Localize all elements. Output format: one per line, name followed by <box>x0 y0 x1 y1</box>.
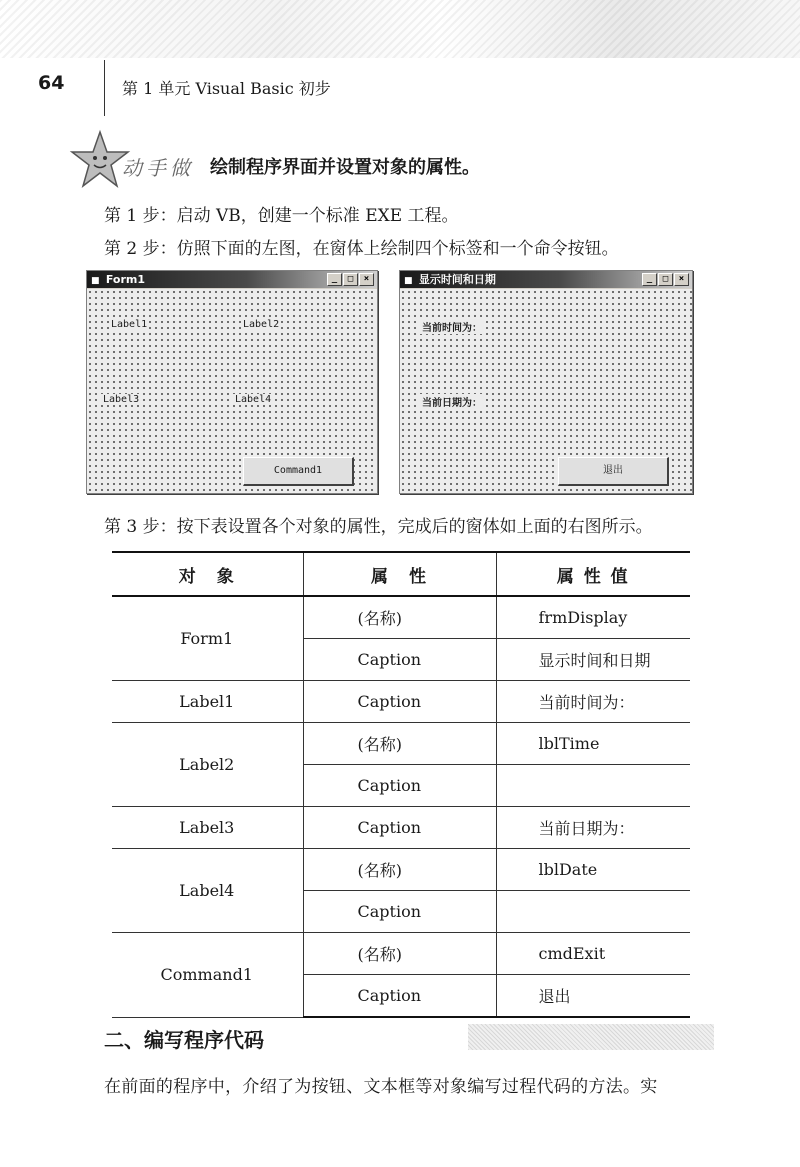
table-header-row <box>112 552 690 596</box>
minimize-icon[interactable]: _ <box>327 273 342 286</box>
value-cell: lblTime <box>496 723 690 765</box>
step-1: 第 1 步：启动 VB，创建一个标准 EXE 工程。 <box>104 206 459 226</box>
value-cell <box>496 891 690 933</box>
property-cell: (名称) <box>303 723 496 765</box>
property-cell: Caption <box>303 765 496 807</box>
form1-grid <box>87 289 377 493</box>
current-date-label: 当前日期为： <box>420 394 484 409</box>
object-cell: Label2 <box>112 723 303 807</box>
table-row <box>112 723 690 765</box>
section-title: 二、编写程序代码 <box>104 1028 264 1052</box>
form1-title: Form1 <box>105 273 146 286</box>
value-cell: 当前时间为： <box>496 681 690 723</box>
table-row <box>112 849 690 891</box>
label1[interactable]: Label1 <box>111 319 148 330</box>
display-window <box>399 270 693 494</box>
label3[interactable]: Label3 <box>103 394 140 405</box>
header-property: 属 性 <box>303 552 496 596</box>
label4[interactable]: Label4 <box>235 394 272 405</box>
object-cell: Label1 <box>112 681 303 723</box>
minimize-icon[interactable]: _ <box>642 273 657 286</box>
value-cell: cmdExit <box>496 933 690 975</box>
property-cell: Caption <box>303 681 496 723</box>
close-icon[interactable]: × <box>359 273 374 286</box>
page-number: 64 <box>38 72 65 94</box>
value-cell: lblDate <box>496 849 690 891</box>
object-cell: Command1 <box>112 933 303 1018</box>
current-time-label: 当前时间为： <box>420 319 484 334</box>
value-cell: 退出 <box>496 975 690 1018</box>
display-grid <box>400 289 692 493</box>
property-cell: (名称) <box>303 596 496 639</box>
maximize-icon[interactable]: □ <box>343 273 358 286</box>
header-value: 属 性 值 <box>496 552 690 596</box>
top-decoration <box>0 0 800 58</box>
value-cell: 显示时间和日期 <box>496 639 690 681</box>
body-paragraph: 在前面的程序中，介绍了为按钮、文本框等对象编写过程代码的方法。实 <box>104 1077 658 1097</box>
exit-button[interactable]: 退出 <box>558 457 669 486</box>
object-cell: Label3 <box>112 807 303 849</box>
form-icon: ■ <box>91 276 100 286</box>
value-cell: frmDisplay <box>496 596 690 639</box>
table-row <box>112 681 690 723</box>
task-title: 绘制程序界面并设置对象的属性。 <box>210 157 480 178</box>
property-cell: Caption <box>303 807 496 849</box>
value-cell <box>496 765 690 807</box>
command1-button[interactable]: Command1 <box>243 457 354 486</box>
form1-design-window <box>86 270 378 494</box>
running-head: 第 1 单元 Visual Basic 初步 <box>122 79 331 98</box>
step-3: 第 3 步：按下表设置各个对象的属性，完成后的窗体如上面的右图所示。 <box>104 517 653 537</box>
properties-table <box>112 551 690 1018</box>
table-row <box>112 596 690 639</box>
close-icon[interactable]: × <box>674 273 689 286</box>
property-cell: Caption <box>303 639 496 681</box>
object-cell: Form1 <box>112 596 303 681</box>
object-cell: Label4 <box>112 849 303 933</box>
hands-on-label: 动手做 <box>122 156 194 180</box>
table-row <box>112 933 690 975</box>
step-2: 第 2 步：仿照下面的左图，在窗体上绘制四个标签和一个命令按钮。 <box>104 239 619 259</box>
display-titlebar <box>400 271 692 288</box>
form-icon: ■ <box>404 276 413 286</box>
maximize-icon[interactable]: □ <box>658 273 673 286</box>
header-divider <box>104 60 105 116</box>
value-cell: 当前日期为： <box>496 807 690 849</box>
display-title: 显示时间和日期 <box>418 273 496 286</box>
property-cell: (名称) <box>303 849 496 891</box>
property-cell: Caption <box>303 891 496 933</box>
header-object: 对 象 <box>112 552 303 596</box>
table-row <box>112 807 690 849</box>
property-cell: (名称) <box>303 933 496 975</box>
section-decoration <box>468 1024 714 1050</box>
label2[interactable]: Label2 <box>243 319 280 330</box>
form1-titlebar <box>87 271 377 288</box>
property-cell: Caption <box>303 975 496 1018</box>
